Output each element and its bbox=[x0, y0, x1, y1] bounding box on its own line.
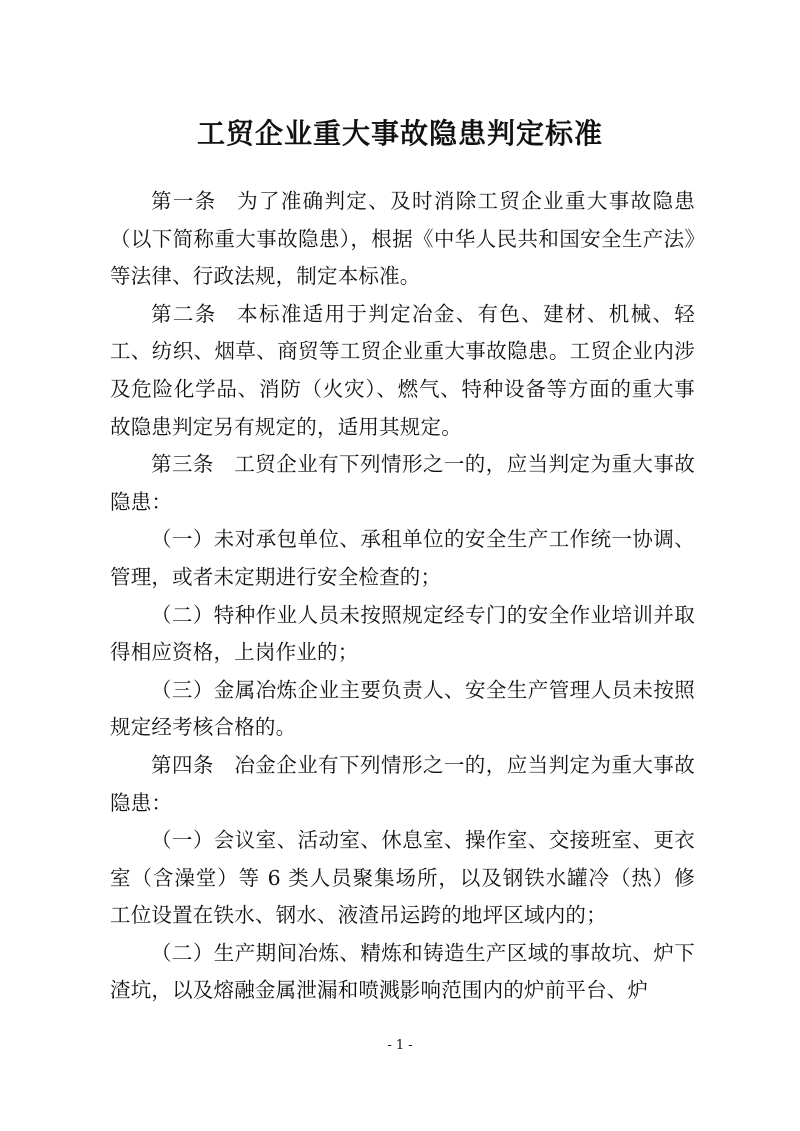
article-3-item-2: （二）特种作业人员未按照规定经专门的安全作业培训并取得相应资格，上岗作业的； bbox=[110, 602, 695, 665]
page-number: - 1 - bbox=[387, 1038, 413, 1053]
article-3-item-3: （三）金属冶炼企业主要负责人、安全生产管理人员未按照规定经考核合格的。 bbox=[110, 677, 695, 740]
article-label: 第二条 bbox=[151, 301, 217, 326]
article-text: 冶金企业有下列情形之一的，应当判定为重大事故隐患： bbox=[110, 752, 695, 815]
article-4-item-2: （二）生产期间冶炼、精炼和铸造生产区域的事故坑、炉下渣坑，以及熔融金属泄漏和喷溅影响范围内的炉前平台、炉 bbox=[110, 940, 695, 1003]
article-text: 为了准确判定、及时消除工贸企业重大事故隐患（以下简称重大事故隐患），根据《中华人民共和国安全生产法》等法律、行政法规，制定本标准。 bbox=[110, 189, 695, 289]
document-body bbox=[110, 183, 695, 1010]
article-label: 第一条 bbox=[151, 189, 217, 213]
article-3 bbox=[110, 446, 695, 521]
article-3-item-1: （一）未对承包单位、承租单位的安全生产工作统一协调、管理，或者未定期进行安全检查的； bbox=[110, 527, 695, 589]
article-label: 第三条 bbox=[151, 452, 214, 477]
article-text: 工贸企业有下列情形之一的，应当判定为重大事故隐患： bbox=[110, 452, 695, 514]
article-4-item-1: （一）会议室、活动室、休息室、操作室、交接班室、更衣室（含澡堂）等 6 类人员聚集场所，以及钢铁水罐冷（热）修工位设置在铁水、钢水、液渣吊运跨的地坪区域内的； bbox=[110, 828, 695, 928]
article-1 bbox=[110, 183, 695, 296]
article-text: 本标准适用于判定冶金、有色、建材、机械、轻工、纺织、烟草、商贸等工贸企业重大事故隐患。工贸企业内涉及危险化学品、消防（火灾）、燃气、特种设备等方面的重大事故隐患判定另有规定的，适用其规定。 bbox=[110, 301, 695, 439]
article-label: 第四条 bbox=[151, 752, 214, 777]
article-2 bbox=[110, 296, 695, 446]
article-4 bbox=[110, 747, 695, 822]
document-title: 工贸企业重大事故隐患判定标准 bbox=[196, 117, 603, 150]
